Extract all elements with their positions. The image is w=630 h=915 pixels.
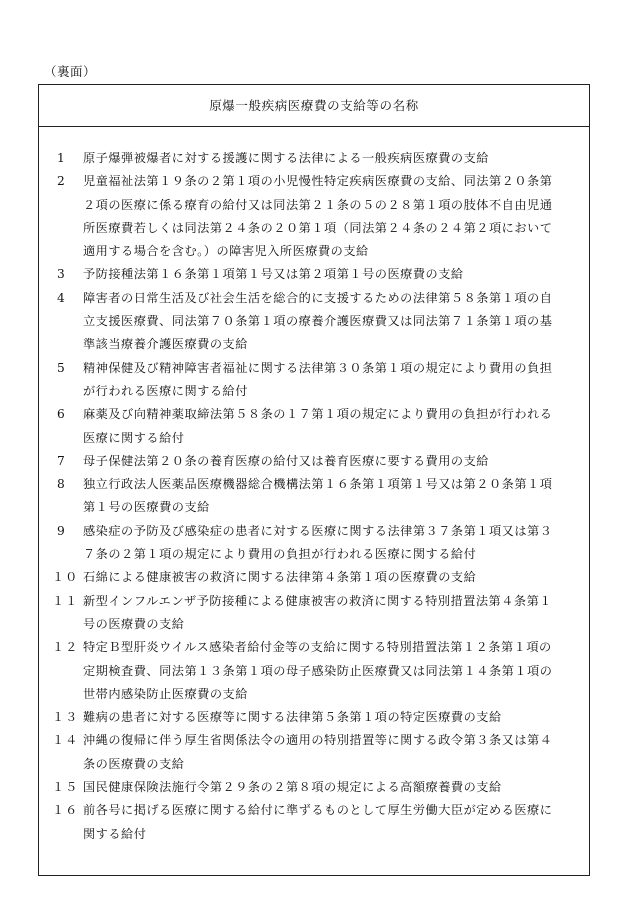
item-text: 麻薬及び向精神薬取締法第５８条の１７第１項の規定により費用の負担が行われる医療に関する給付 bbox=[83, 407, 553, 445]
document-frame bbox=[38, 84, 590, 876]
item-number: 8 bbox=[57, 477, 65, 492]
list-item bbox=[39, 147, 591, 170]
item-number: １５ bbox=[52, 780, 79, 795]
item-text: 難病の患者に対する医療等に関する法律第５条第１項の特定医療費の支給 bbox=[83, 710, 502, 725]
benefit-list bbox=[39, 147, 591, 846]
item-number: 3 bbox=[57, 267, 65, 282]
item-text: 児童福祉法第１９条の２第１項の小児慢性特定疾病医療費の支給、同法第２０条第２項の医療に係る療育の給付又は同法第２１条の５の２８第１項の肢体不自由児通所医療費若しくは同法第２４条の２０第１項（同法第２４条の２４第２項において適用する場合を含む。）の障害児入所医療費の支給 bbox=[83, 174, 553, 259]
list-item bbox=[39, 287, 591, 357]
item-number: １３ bbox=[52, 710, 79, 725]
item-text: 独立行政法人医薬品医療機器総合機構法第１６条第１項第１号又は第２０条第１項第１号の医療費の支給 bbox=[83, 477, 553, 515]
item-number: 9 bbox=[57, 523, 65, 538]
item-text: 石綿による健康被害の救済に関する法律第４条第１項の医療費の支給 bbox=[83, 570, 477, 585]
list-item bbox=[39, 357, 591, 404]
reverse-side-label: （裏面） bbox=[44, 64, 97, 79]
list-item bbox=[39, 636, 591, 706]
list-item bbox=[39, 520, 591, 567]
list-item bbox=[39, 590, 591, 637]
item-text: 国民健康保険法施行令第２９条の２第８項の規定による高額療養費の支給 bbox=[83, 780, 502, 795]
list-item bbox=[39, 403, 591, 450]
list-item bbox=[39, 170, 591, 263]
item-number: １２ bbox=[52, 640, 79, 655]
list-item bbox=[39, 706, 591, 729]
item-number: １６ bbox=[52, 803, 79, 818]
item-text: 感染症の予防及び感染症の患者に対する医療に関する法律第３７条第１項又は第３７条の２第１項の規定により費用の負担が行われる医療に関する給付 bbox=[83, 523, 553, 562]
list-item bbox=[39, 263, 591, 286]
document-title: 原爆一般疾病医療費の支給等の名称 bbox=[209, 97, 419, 113]
list-item bbox=[39, 799, 591, 846]
list-item bbox=[39, 776, 591, 799]
item-text: 精神保健及び精神障害者福祉に関する法律第３０条第１項の規定により費用の負担が行われる医療に関する給付 bbox=[83, 360, 553, 398]
list-item bbox=[39, 450, 591, 473]
item-text: 前各号に掲げる医療に関する給付に準ずるものとして厚生労働大臣が定める医療に関する給付 bbox=[83, 803, 553, 841]
item-number: 7 bbox=[57, 453, 65, 468]
item-number: 1 bbox=[57, 151, 65, 165]
item-number: １０ bbox=[52, 570, 79, 585]
list-item bbox=[39, 566, 591, 589]
title-row bbox=[39, 85, 589, 127]
item-number: 4 bbox=[57, 290, 65, 305]
item-text: 原子爆弾被爆者に対する援護に関する法律による一般疾病医療費の支給 bbox=[83, 151, 489, 165]
item-text: 新型インフルエンザ予防接種による健康被害の救済に関する特別措置法第４条第１号の医療費の支給 bbox=[83, 593, 552, 631]
item-number: 5 bbox=[57, 360, 65, 375]
item-text: 特定Ｂ型肝炎ウイルス感染者給付金等の支給に関する特別措置法第１２条第１項の定期検査費、同法第１３条第１項の母子感染防止医療費又は同法第１４条第１項の世帯内感染防止医療費の支給 bbox=[83, 640, 553, 701]
list-item bbox=[39, 729, 591, 776]
item-text: 母子保健法第２０条の養育医療の給付又は養育医療に要する費用の支給 bbox=[83, 453, 489, 468]
item-number: １１ bbox=[52, 593, 79, 608]
item-text: 沖縄の復帰に伴う厚生省関係法令の適用の特別措置等に関する政令第３条又は第４条の医療費の支給 bbox=[83, 733, 553, 771]
item-text: 障害者の日常生活及び社会生活を総合的に支援するための法律第５８条第１項の自立支援医療費、同法第７０条第１項の療養介護医療費又は同法第７１条第１項の基準該当療養介護医療費の支給 bbox=[83, 290, 553, 352]
item-number: 2 bbox=[57, 174, 65, 189]
item-number: 6 bbox=[57, 407, 65, 422]
item-text: 予防接種法第１６条第１項第１号又は第２項第１号の医療費の支給 bbox=[83, 267, 464, 282]
list-item bbox=[39, 473, 591, 520]
item-number: １４ bbox=[52, 733, 79, 748]
